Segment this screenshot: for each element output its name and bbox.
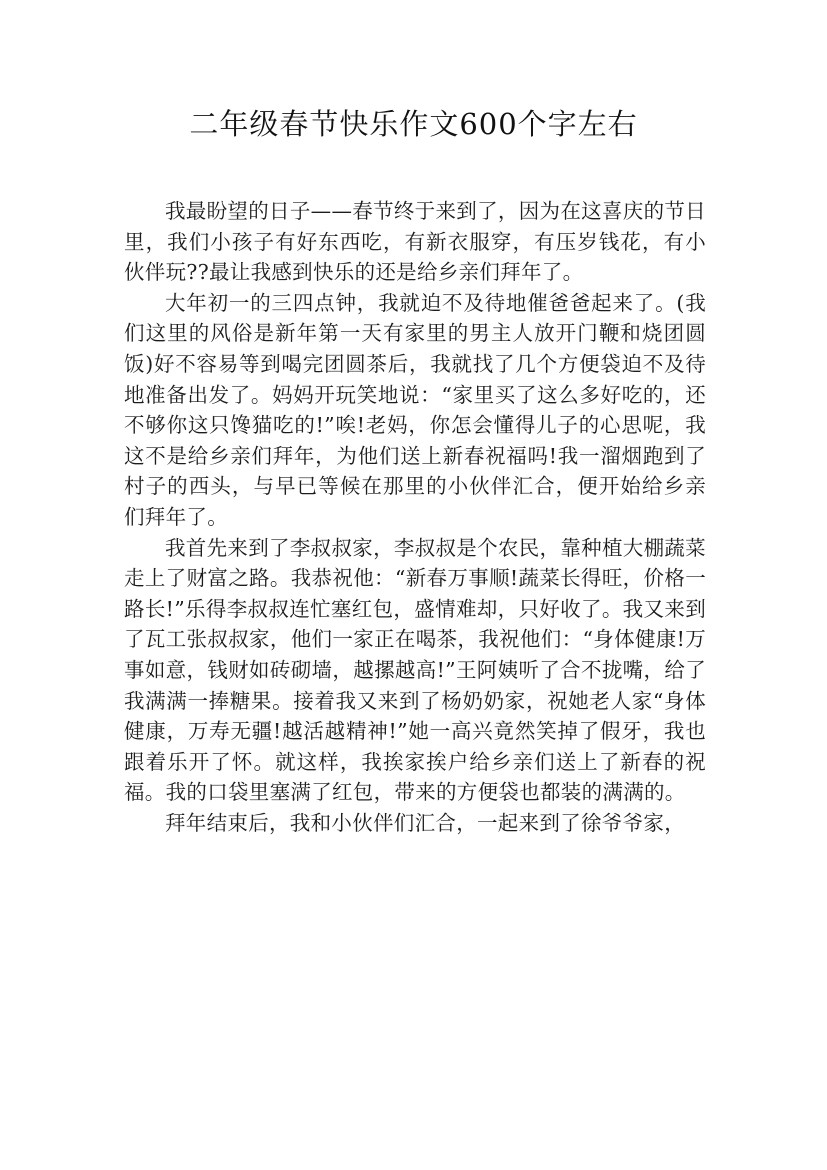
paragraph-3: 我首先来到了李叔叔家，李叔叔是个农民，靠种植大棚蔬菜走上了财富之路。我恭祝他：“新春万事顺!蔬菜长得旺，价格一路长!”乐得李叔叔连忙塞红包，盛情难却，只好收了。我又来到了瓦工张叔叔家，他们一家正在喝茶，我祝他们：“身体健康!万事如意，钱财如砖砌墙，越摞越高!”王阿姨听了合不拢嘴，给了我满满一捧糖果。接着我又来到了杨奶奶家，祝她老人家“身体健康，万寿无疆!越活越精神!”她一高兴竟然笑掉了假牙，我也跟着乐开了怀。就这样，我挨家挨户给乡亲们送上了新春的祝福。我的口袋里塞满了红包，带来的方便袋也都装的满满的。 [124, 535, 706, 805]
paragraph-1: 我最盼望的日子——春节终于来到了，因为在这喜庆的节日里，我们小孩子有好东西吃，有新衣服穿，有压岁钱花，有小伙伴玩??最让我感到快乐的还是给乡亲们拜年了。 [124, 199, 706, 285]
document-title: 二年级春节快乐作文600个字左右 [189, 107, 638, 141]
document-body [124, 196, 706, 838]
paragraph-4: 拜年结束后，我和小伙伴们汇合，一起来到了徐爷爷家， [165, 810, 685, 835]
paragraph-2: 大年初一的三四点钟，我就迫不及待地催爸爸起来了。(我们这里的风俗是新年第一天有家里的男主人放开门鞭和烧团圆饭)好不容易等到喝完团圆茶后，我就找了几个方便袋迫不及待地准备出发了。妈妈开玩笑地说：“家里买了这么多好吃的，还不够你这只馋猫吃的!”唉!老妈，你怎会懂得儿子的心思呢，我这不是给乡亲们拜年，为他们送上新春祝福吗!我一溜烟跑到了村子的西头，与早已等候在那里的小伙伴汇合，便开始给乡亲们拜年了。 [124, 290, 706, 529]
